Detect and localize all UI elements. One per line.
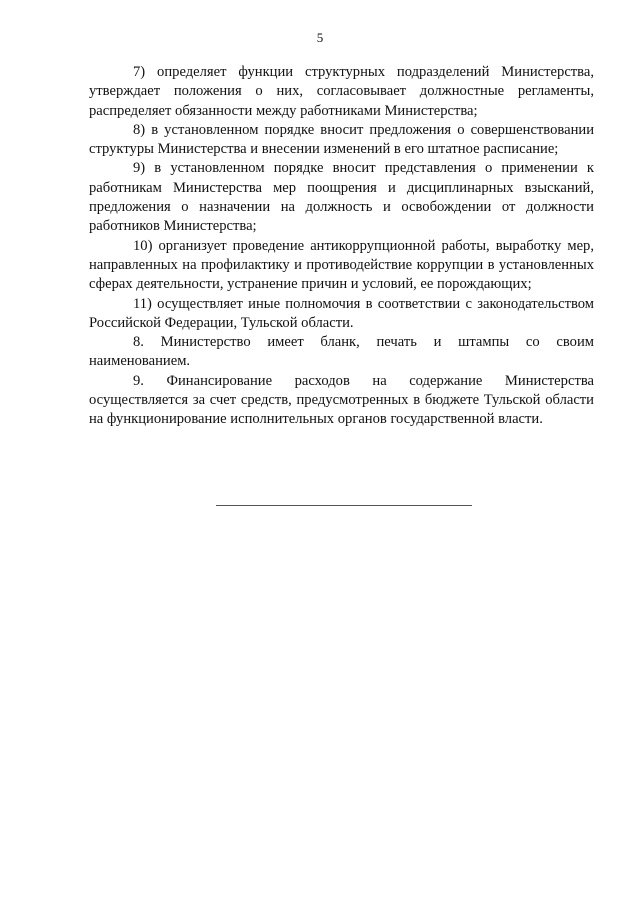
closing-separator-line <box>216 505 472 506</box>
clause-8: 8. Министерство имеет бланк, печать и штампы со своим наименованием. <box>89 334 594 370</box>
paragraph-item-10: 10) организует проведение антикоррупционной работы, выработку мер, направленных на профилактику и противодействие коррупции в установленных сферах деятельности, устранение причин и условий, ее порождающих; <box>89 237 594 293</box>
document-body <box>89 63 594 430</box>
paragraph-item-7: 7) определяет функции структурных подразделений Министерства, утверждает положения о них, согласовывает должностные регламенты, распределяет обязанности между работниками Министерства; <box>89 64 594 119</box>
paragraph-item-11: 11) осуществляет иные полномочия в соответствии с законодательством Российской Федерации, Тульской области. <box>89 295 594 331</box>
paragraph-item-9: 9) в установленном порядке вносит представления о применении к работникам Министерства мер поощрения и дисциплинарных взысканий, предложения о назначении на должность и освобождении от должности работников Министерства; <box>89 160 594 235</box>
page-number: 5 <box>316 30 324 45</box>
clause-9: 9. Финансирование расходов на содержание Министерства осуществляется за счет средств, предусмотренных в бюджете Тульской области на функционирование исполнительных органов государственной власти. <box>89 372 594 428</box>
paragraph-item-8: 8) в установленном порядке вносит предложения о совершенствовании структуры Министерства и внесении изменений в его штатное расписание; <box>89 121 594 158</box>
